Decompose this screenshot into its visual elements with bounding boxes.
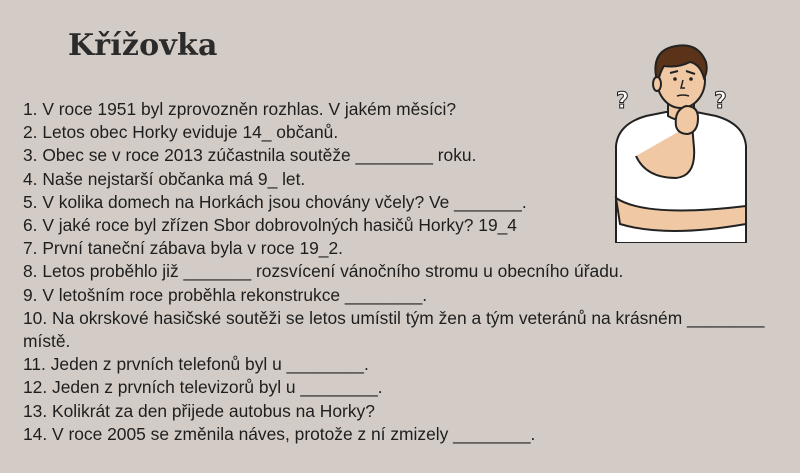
question-item: 13. Kolikrát za den přijede autobus na Horky? [23,400,375,421]
question-item: 8. Letos proběhlo již _______ rozsvícení vánočního stromu u obecního úřadu. [23,261,624,282]
question-item: 9. V letošním roce proběhla rekonstrukce ________. [23,284,428,305]
question-item: 10. Na okrskové hasičské soutěži se letos umístil tým žen a tým veteránů na krásném ________ místě. [23,307,765,352]
question-item: 3. Obec se v roce 2013 zúčastnila soutěže ________ roku. [23,145,477,166]
question-list [23,98,768,446]
question-item: 6. V jaké roce byl zřízen Sbor dobrovolných hasičů Horky? 19_4 [23,215,517,236]
question-item: 2. Letos obec Horky eviduje 14_ občanů. [23,122,339,143]
question-item: 14. V roce 2005 se změnila náves, protože z ní zmizely ________. [23,423,536,444]
question-item: 5. V kolika domech na Horkách jsou chovány včely? Ve _______. [23,191,527,212]
question-item: 11. Jeden z prvních telefonů byl u ________. [23,354,369,375]
question-item: 7. První taneční zábava byla v roce 19_2. [23,238,343,259]
question-item: 12. Jeden z prvních televizorů byl u ________. [23,377,383,398]
question-item: 4. Naše nejstarší občanka má 9_ let. [23,168,306,189]
question-item: 1. V roce 1951 byl zprovozněn rozhlas. V jakém měsíci? [23,99,457,119]
question-mark-left: ? [616,89,629,114]
question-mark-right: ? [714,89,727,114]
page-title: Křížovka [68,28,218,63]
